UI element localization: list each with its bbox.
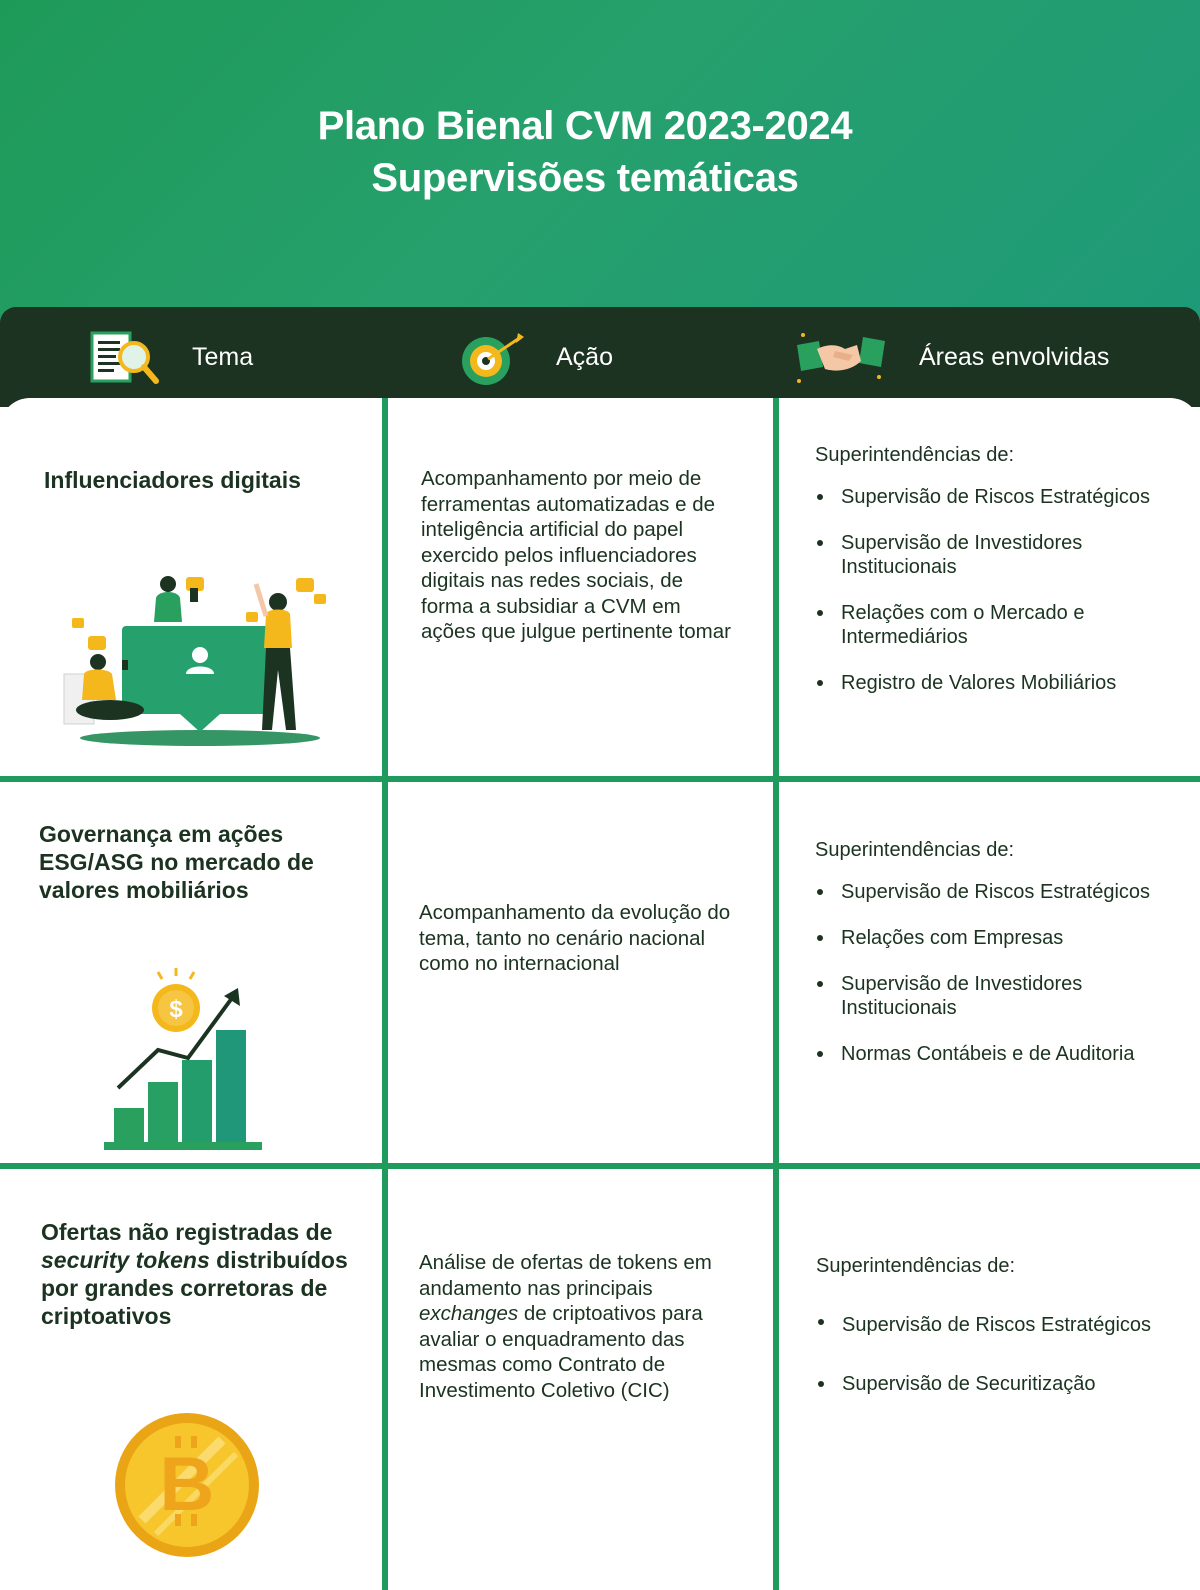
row-2-topic: Governança em ações ESG/ASG no mercado de valores mobiliários (39, 821, 314, 903)
row-2-action: Acompanhamento da evolução do tema, tanto no cenário nacional como no internacional (419, 901, 731, 975)
row-divider-1 (0, 776, 1200, 782)
list-item: Supervisão de Investidores Institucionais (815, 531, 1175, 579)
list-item: Supervisão de Riscos Estratégicos (815, 485, 1175, 509)
row-1-areas-list (815, 485, 1175, 695)
row-1-topic: Influenciadores digitais (44, 467, 301, 493)
row-3-action-part-b: exchanges (419, 1302, 519, 1325)
list-item: Supervisão de Investidores Institucionais (815, 972, 1175, 1020)
header-areas-label: Áreas envolvidas (919, 342, 1110, 371)
list-item: Relações com Empresas (815, 926, 1175, 950)
bitcoin-coin-illustration (112, 1410, 262, 1560)
list-item: Supervisão de Riscos Estratégicos (815, 880, 1175, 904)
table-header (0, 307, 1200, 407)
title-line-2: Supervisões temáticas (371, 156, 799, 200)
column-divider-1 (382, 398, 388, 1590)
social-media-influencers-illustration (60, 570, 350, 750)
list-item: Relações com o Mercado e Intermediários (815, 601, 1175, 649)
header-acao-label: Ação (556, 342, 613, 371)
row-3-action-part-c: de criptoativos para avaliar o enquadramento das mesmas como Contrato de Investimento Coletivo (CIC) (419, 1302, 703, 1402)
row-3-areas-intro: Superintendências de: (816, 1255, 1016, 1277)
row-2-areas-intro: Superintendências de: (815, 839, 1015, 861)
page-title (0, 100, 1170, 204)
svg-text:B: B (159, 1442, 215, 1527)
header-tema-label: Tema (192, 342, 254, 371)
row-1-action: Acompanhamento por meio de ferramentas automatizadas e de inteligência artificial do papel exercido pelos influenciadores digitais nas redes sociais, de forma a subsidiar a CVM em ações que julgue pertinente tomar (421, 467, 731, 643)
row-2-areas (815, 839, 1175, 1088)
header-tema (90, 307, 253, 407)
row-3-topic-part-c: distribuídos por grandes corretoras de criptoativos (41, 1247, 348, 1329)
list-item: Supervisão de Securitização (816, 1372, 1176, 1396)
row-3-action-part-a: Análise de ofertas de tokens em andamento nas principais (419, 1251, 712, 1300)
list-item: Normas Contábeis e de Auditoria (815, 1042, 1175, 1066)
row-1-areas (815, 444, 1175, 717)
title-line-1: Plano Bienal CVM 2023-2024 (317, 104, 853, 148)
row-1-areas-intro: Superintendências de: (815, 444, 1015, 466)
header-acao (458, 307, 613, 407)
column-divider-2 (773, 398, 779, 1590)
target-icon (458, 327, 524, 387)
svg-text:$: $ (169, 996, 183, 1023)
row-3-action (419, 1250, 739, 1403)
row-divider-2 (0, 1163, 1200, 1169)
row-3-topic-part-a: Ofertas não registradas de (41, 1219, 333, 1245)
row-2-areas-list (815, 880, 1175, 1066)
list-item: Registro de Valores Mobiliários (815, 671, 1175, 695)
row-3-topic (41, 1218, 351, 1330)
row-3-topic-part-b: security tokens (41, 1247, 210, 1273)
handshake-icon (795, 327, 887, 387)
growth-chart-coin-illustration (100, 966, 270, 1156)
header-areas (795, 307, 1109, 407)
row-3-areas (816, 1255, 1176, 1418)
list-item: Supervisão de Riscos Estratégicos (816, 1310, 1176, 1340)
row-3-areas-list (816, 1310, 1176, 1396)
document-magnifier-icon (90, 327, 160, 387)
